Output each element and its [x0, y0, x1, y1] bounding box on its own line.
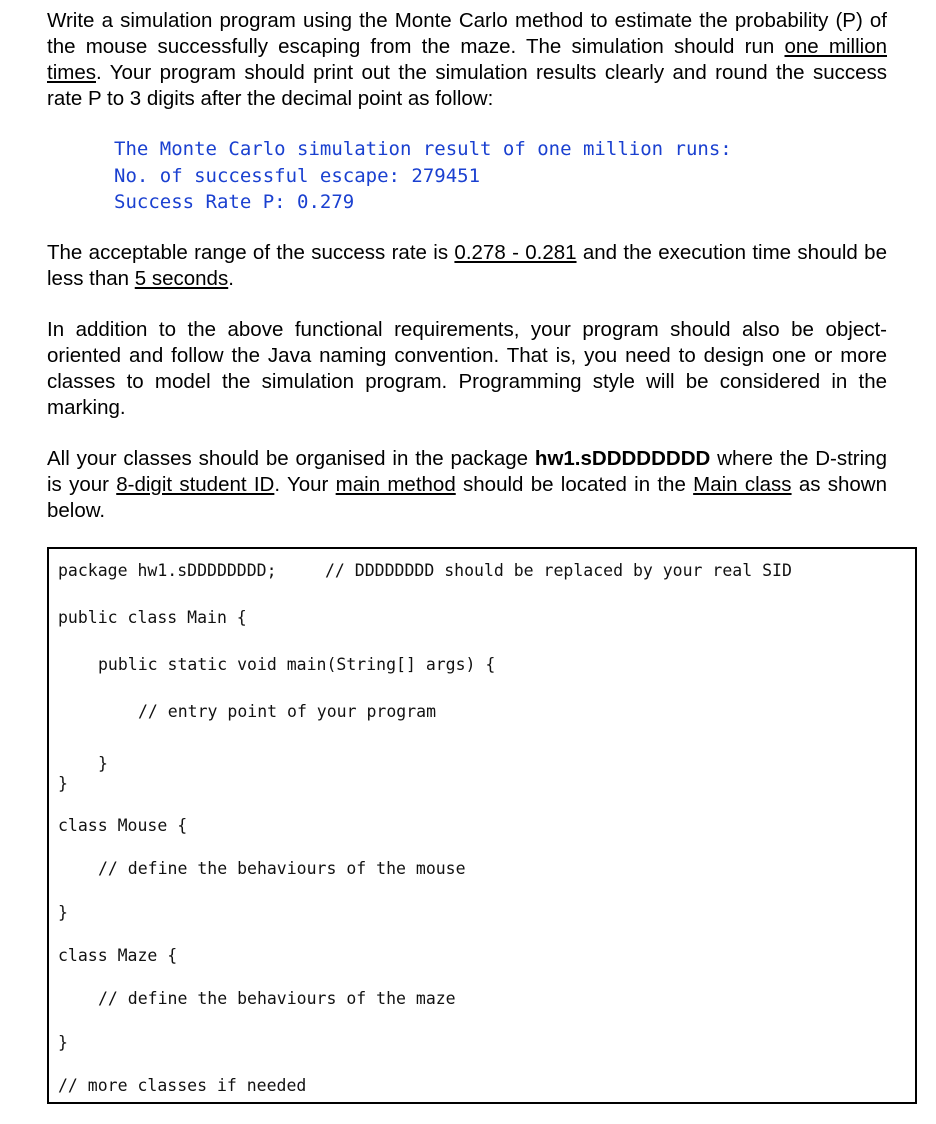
code-main-method-open: public static void main(String[] args) {: [98, 655, 496, 674]
package-underline-main-method: main method: [335, 473, 456, 496]
code-main-class-open: public class Main {: [58, 608, 247, 627]
code-mouse-open: class Mouse {: [58, 816, 188, 835]
range-text-1: The acceptable range of the success rate is: [47, 241, 455, 264]
intro-text-1: Write a simulation program using the Monte Carlo method to estimate the probability (P) of the mouse successfully escaping from the maze. The simulation should run: [47, 9, 887, 58]
package-name-bold: hw1.sDDDDDDDD: [534, 447, 711, 470]
code-mouse-comment: // define the behaviours of the mouse: [98, 859, 466, 878]
code-maze-open: class Maze {: [58, 946, 178, 965]
code-main-class-close: }: [58, 774, 68, 793]
code-maze-comment: // define the behaviours of the maze: [98, 989, 456, 1008]
code-maze-close: }: [58, 1033, 68, 1052]
package-text-5: as shown below.: [47, 473, 888, 522]
code-package-line: package hw1.sDDDDDDDD;: [58, 561, 277, 580]
intro-paragraph: [47, 8, 887, 112]
code-mouse-close: }: [58, 903, 68, 922]
sample-output: [114, 136, 732, 216]
package-text-1: All your classes should be organised in the package: [47, 447, 535, 470]
code-box: [47, 547, 917, 1104]
package-underline-main-class: Main class: [693, 473, 792, 496]
code-entry-comment: // entry point of your program: [138, 702, 437, 721]
package-paragraph: [47, 446, 887, 524]
code-method-close: }: [98, 754, 108, 773]
range-underline-time: 5 seconds: [134, 267, 229, 290]
range-text-2: and the execution time should be less than: [47, 241, 887, 290]
sample-output-line: No. of successful escape: 279451: [114, 164, 481, 187]
range-text-3: .: [228, 267, 234, 290]
package-text-2: where the D-string is your: [47, 447, 887, 496]
intro-text-2: . Your program should print out the simulation results clearly and round the success rate P to 3 digits after the decimal point as follow:: [47, 61, 887, 110]
intro-underline-one-million: one million times: [47, 35, 887, 84]
sample-output-line: Success Rate P: 0.279: [114, 191, 355, 213]
range-paragraph: [47, 240, 887, 292]
oop-paragraph: In addition to the above functional requirements, your program should also be object-oriented and follow the Java naming convention. That is, you need to design one or more classes to model the simulation program. Programming style will be considered in the marking.: [47, 318, 887, 419]
range-underline-values: 0.278 - 0.281: [454, 241, 577, 264]
sample-output-line: The Monte Carlo simulation result of one million runs:: [114, 138, 732, 160]
code-more-comment: // more classes if needed: [58, 1076, 307, 1095]
package-text-4: should be located in the: [455, 473, 694, 496]
package-text-3: . Your: [274, 473, 336, 496]
package-underline-student-id: 8-digit student ID: [116, 473, 275, 496]
code-package-comment: // DDDDDDDD should be replaced by your real SID: [325, 561, 792, 580]
